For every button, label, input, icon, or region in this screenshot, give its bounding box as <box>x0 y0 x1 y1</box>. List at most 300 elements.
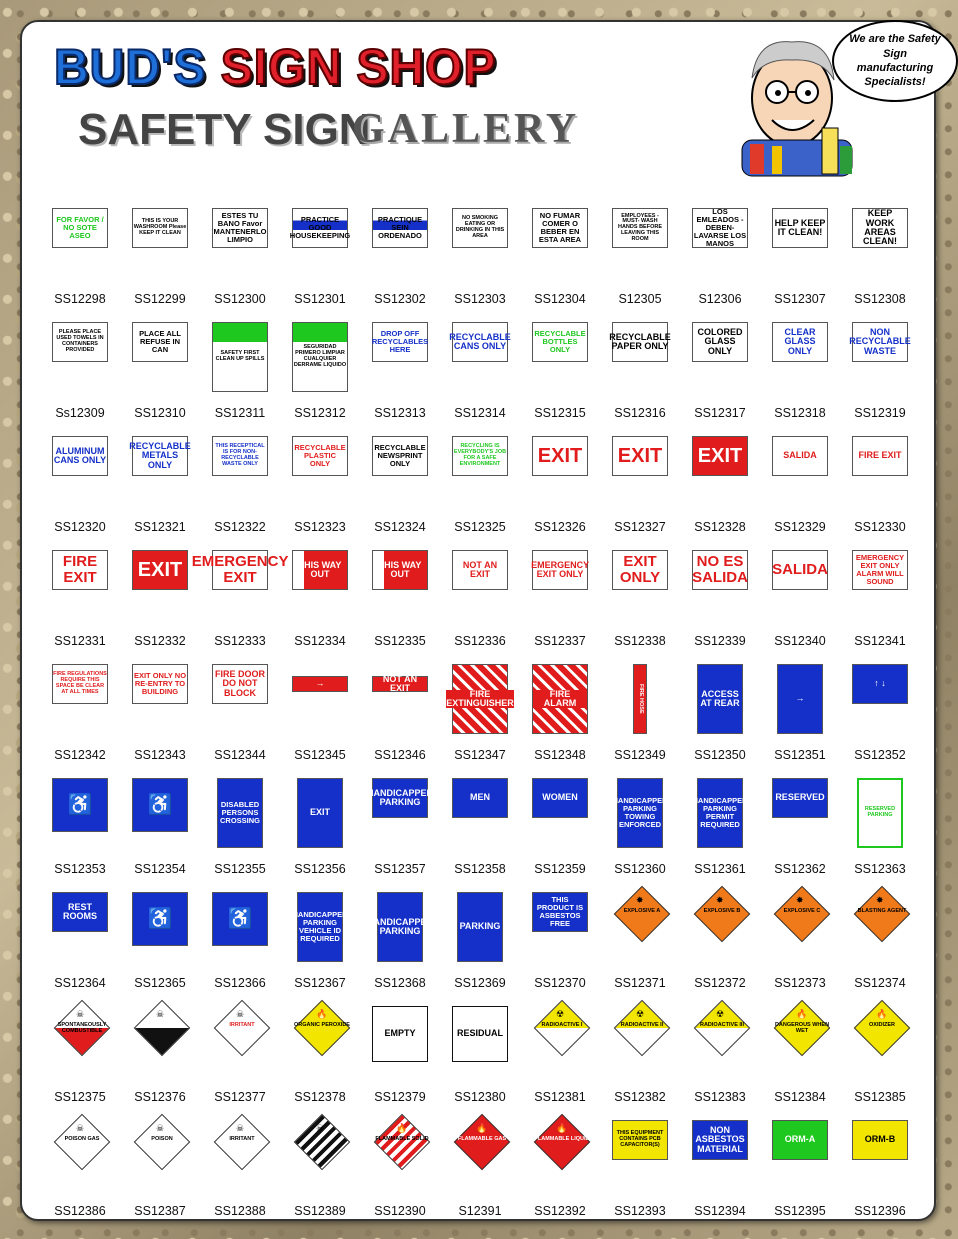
sign-code-label[interactable]: SS12365 <box>134 976 186 990</box>
hazmat-placard[interactable] <box>134 1000 190 1056</box>
sign-image[interactable] <box>452 778 508 818</box>
sign-code-label[interactable]: SS12319 <box>854 406 906 420</box>
sign-image[interactable] <box>289 208 351 248</box>
sign-image[interactable] <box>457 892 503 962</box>
sign-code-label[interactable]: SS12336 <box>454 634 506 648</box>
sign-thumbnail[interactable] <box>610 436 690 550</box>
sign-thumbnail[interactable] <box>690 208 770 322</box>
sign-thumbnail[interactable] <box>610 892 690 1006</box>
sign-image[interactable] <box>852 436 908 476</box>
sign-thumbnail[interactable] <box>50 1006 130 1120</box>
sign-image[interactable] <box>367 892 434 962</box>
sign-code-label[interactable]: SS12367 <box>294 976 346 990</box>
sign-code-label[interactable]: SS12338 <box>614 634 666 648</box>
sign-code-label[interactable]: SS12381 <box>534 1090 586 1104</box>
sign-thumbnail[interactable] <box>690 322 770 436</box>
sign-thumbnail[interactable] <box>50 436 130 550</box>
sign-image[interactable] <box>52 892 108 932</box>
sign-thumbnail[interactable] <box>450 892 530 1006</box>
sign-image[interactable] <box>532 208 588 248</box>
sign-code-label[interactable]: SS12353 <box>54 862 106 876</box>
sign-code-label[interactable]: SS12364 <box>54 976 106 990</box>
sign-image[interactable] <box>367 778 434 818</box>
sign-thumbnail[interactable] <box>130 208 210 322</box>
sign-thumbnail[interactable] <box>850 322 930 436</box>
sign-code-label[interactable]: SS12362 <box>774 862 826 876</box>
sign-code-label[interactable]: SS12301 <box>294 292 346 306</box>
sign-image[interactable] <box>452 550 508 590</box>
sign-thumbnail[interactable] <box>770 892 850 1006</box>
hazmat-placard[interactable] <box>294 1114 350 1170</box>
sign-thumbnail[interactable] <box>850 1120 930 1234</box>
sign-image[interactable] <box>692 436 748 476</box>
sign-code-label[interactable]: SS12310 <box>134 406 186 420</box>
sign-thumbnail[interactable] <box>850 778 930 892</box>
hazmat-placard[interactable] <box>614 886 670 942</box>
sign-code-label[interactable]: SS12354 <box>134 862 186 876</box>
sign-code-label[interactable]: SS12341 <box>854 634 906 648</box>
hazmat-placard[interactable] <box>774 1000 830 1056</box>
sign-image[interactable] <box>372 322 428 362</box>
sign-thumbnail[interactable] <box>290 664 370 778</box>
sign-image[interactable] <box>52 436 108 476</box>
sign-code-label[interactable]: SS12373 <box>774 976 826 990</box>
sign-image[interactable] <box>449 322 511 362</box>
sign-thumbnail[interactable] <box>690 892 770 1006</box>
sign-code-label[interactable]: S12391 <box>458 1204 502 1218</box>
sign-image[interactable] <box>212 208 268 248</box>
sign-thumbnail[interactable] <box>850 436 930 550</box>
sign-thumbnail[interactable] <box>610 322 690 436</box>
sign-code-label[interactable]: SS12308 <box>854 292 906 306</box>
sign-thumbnail[interactable] <box>770 550 850 664</box>
sign-image[interactable] <box>852 1120 908 1160</box>
sign-thumbnail[interactable] <box>450 208 530 322</box>
sign-code-label[interactable]: SS12347 <box>454 748 506 762</box>
sign-thumbnail[interactable] <box>530 892 610 1006</box>
sign-thumbnail[interactable] <box>130 322 210 436</box>
sign-image[interactable] <box>292 892 348 962</box>
sign-thumbnail[interactable] <box>850 892 930 1006</box>
sign-thumbnail[interactable] <box>610 778 690 892</box>
sign-thumbnail[interactable] <box>690 1006 770 1120</box>
sign-code-label[interactable]: SS12298 <box>54 292 106 306</box>
sign-thumbnail[interactable] <box>770 778 850 892</box>
sign-code-label[interactable]: SS12343 <box>134 748 186 762</box>
hazard-symbol-icon: 🔥 <box>316 1009 328 1019</box>
sign-thumbnail[interactable] <box>690 436 770 550</box>
sign-thumbnail[interactable] <box>130 436 210 550</box>
sign-thumbnail[interactable] <box>210 778 290 892</box>
sign-code-label[interactable]: SS12369 <box>454 976 506 990</box>
sign-image[interactable] <box>372 208 428 248</box>
sign-image[interactable] <box>372 436 428 476</box>
hazmat-placard[interactable] <box>854 1000 910 1056</box>
sign-code-label[interactable]: SS12394 <box>694 1204 746 1218</box>
sign-code-label[interactable]: SS12324 <box>374 520 426 534</box>
sign-code-label[interactable]: SS12371 <box>614 976 666 990</box>
hazmat-placard[interactable] <box>54 1114 110 1170</box>
hazmat-placard[interactable] <box>534 1114 590 1170</box>
sign-thumbnail[interactable] <box>370 436 450 550</box>
sign-code-label[interactable]: SS12359 <box>534 862 586 876</box>
shop-logo[interactable] <box>54 39 497 96</box>
sign-image[interactable] <box>692 208 748 248</box>
sign-thumbnail[interactable] <box>770 322 850 436</box>
sign-code-label[interactable]: SS12317 <box>694 406 746 420</box>
sign-thumbnail[interactable] <box>210 1006 290 1120</box>
sign-image[interactable] <box>532 322 588 362</box>
sign-code-label[interactable]: SS12328 <box>694 520 746 534</box>
sign-thumbnail[interactable] <box>370 1006 450 1120</box>
sign-code-label[interactable]: SS12383 <box>694 1090 746 1104</box>
sign-code-label[interactable]: SS12333 <box>214 634 266 648</box>
sign-image[interactable] <box>217 778 263 848</box>
sign-thumbnail[interactable] <box>290 1120 370 1234</box>
sign-code-label[interactable]: SS12368 <box>374 976 426 990</box>
hazmat-placard[interactable] <box>614 1000 670 1056</box>
hazmat-placard[interactable] <box>214 1000 270 1056</box>
sign-thumbnail[interactable] <box>210 1120 290 1234</box>
sign-thumbnail[interactable] <box>450 1006 530 1120</box>
sign-thumbnail[interactable] <box>210 892 290 1006</box>
sign-image[interactable] <box>772 550 828 590</box>
hazmat-placard[interactable] <box>294 1000 350 1056</box>
sign-image[interactable] <box>212 436 268 476</box>
sign-code-label[interactable]: SS12377 <box>214 1090 266 1104</box>
sign-thumbnail[interactable] <box>530 550 610 664</box>
sign-image[interactable] <box>446 664 514 734</box>
hazmat-placard[interactable] <box>694 886 750 942</box>
sign-thumbnail[interactable] <box>770 1120 850 1234</box>
sign-code-label[interactable]: SS12314 <box>454 406 506 420</box>
sign-code-label[interactable]: SS12337 <box>534 634 586 648</box>
sign-thumbnail[interactable] <box>690 550 770 664</box>
sign-image[interactable] <box>52 778 108 832</box>
sign-thumbnail[interactable] <box>370 1120 450 1234</box>
sign-image[interactable] <box>857 778 903 848</box>
sign-code-label[interactable]: SS12389 <box>294 1204 346 1218</box>
sign-code-label[interactable]: SS12332 <box>134 634 186 648</box>
sign-code-label[interactable]: SS12307 <box>774 292 826 306</box>
sign-image[interactable] <box>772 778 828 818</box>
sign-thumbnail[interactable] <box>367 778 450 892</box>
sign-image[interactable] <box>609 322 671 362</box>
sign-image[interactable] <box>772 1120 828 1160</box>
sign-image[interactable] <box>372 1006 428 1062</box>
sign-thumbnail[interactable] <box>770 436 850 550</box>
sign-thumbnail[interactable] <box>450 436 530 550</box>
sign-image[interactable] <box>532 778 588 818</box>
sign-text: EXIT <box>537 444 583 467</box>
sign-code-label[interactable]: SS12300 <box>214 292 266 306</box>
sign-code-label[interactable]: SS12339 <box>694 634 746 648</box>
sign-image[interactable] <box>52 664 108 704</box>
sign-thumbnail[interactable] <box>850 550 930 664</box>
sign-thumbnail[interactable] <box>450 550 530 664</box>
hazmat-placard[interactable] <box>854 886 910 942</box>
sign-code-label[interactable]: SS12303 <box>454 292 506 306</box>
sign-thumbnail[interactable] <box>130 1120 210 1234</box>
sign-image[interactable] <box>292 550 348 590</box>
sign-thumbnail[interactable] <box>530 664 610 778</box>
sign-code-label[interactable]: S12306 <box>698 292 742 306</box>
sign-image[interactable] <box>129 436 191 476</box>
sign-thumbnail[interactable] <box>610 208 690 322</box>
sign-thumbnail[interactable] <box>370 550 450 664</box>
sign-code-label[interactable]: SS12313 <box>374 406 426 420</box>
sign-code-label[interactable]: SS12331 <box>54 634 106 648</box>
sign-code-label[interactable]: SS12312 <box>294 406 346 420</box>
sign-image[interactable] <box>849 322 911 362</box>
sign-thumbnail[interactable] <box>290 892 370 1006</box>
sign-code-label[interactable]: SS12350 <box>694 748 746 762</box>
sign-thumbnail[interactable] <box>610 1120 690 1234</box>
sign-image[interactable] <box>132 322 188 362</box>
sign-code-label[interactable]: Ss12309 <box>55 406 105 420</box>
sign-image[interactable] <box>612 550 668 590</box>
sign-thumbnail[interactable] <box>50 1120 130 1234</box>
sign-thumbnail[interactable] <box>610 664 690 778</box>
sign-code-label[interactable]: SS12334 <box>294 634 346 648</box>
sign-image[interactable] <box>852 664 908 704</box>
sign-image[interactable] <box>292 436 348 476</box>
sign-thumbnail[interactable] <box>370 322 450 436</box>
sign-thumbnail[interactable] <box>290 208 370 322</box>
sign-image[interactable] <box>692 1120 748 1160</box>
sign-code-label[interactable]: SS12318 <box>774 406 826 420</box>
sign-code-label[interactable]: SS12323 <box>294 520 346 534</box>
sign-image[interactable] <box>452 1006 508 1062</box>
sign-image[interactable] <box>697 664 743 734</box>
sign-code-label[interactable]: SS12356 <box>294 862 346 876</box>
sign-thumbnail[interactable] <box>191 550 290 664</box>
sign-thumbnail[interactable] <box>50 208 130 322</box>
sign-thumbnail[interactable] <box>290 550 370 664</box>
sign-code-label[interactable]: SS12393 <box>614 1204 666 1218</box>
sign-image[interactable] <box>52 322 108 362</box>
sign-thumbnail[interactable] <box>290 436 370 550</box>
sign-image[interactable] <box>777 664 823 734</box>
sign-code-label[interactable]: SS12396 <box>854 1204 906 1218</box>
sign-image[interactable] <box>132 664 188 704</box>
sign-thumbnail[interactable] <box>370 664 450 778</box>
sign-code-label[interactable]: SS12375 <box>54 1090 106 1104</box>
sign-image[interactable] <box>772 208 828 248</box>
sign-code-label[interactable]: SS12342 <box>54 748 106 762</box>
sign-thumbnail[interactable] <box>290 322 370 436</box>
hazmat-placard[interactable] <box>534 1000 590 1056</box>
sign-thumbnail[interactable] <box>450 778 530 892</box>
sign-code-label[interactable]: S12305 <box>618 292 662 306</box>
sign-code-label[interactable]: SS12329 <box>774 520 826 534</box>
sign-code-label[interactable]: SS12384 <box>774 1090 826 1104</box>
sign-code-label[interactable]: SS12352 <box>854 748 906 762</box>
sign-code-label[interactable]: SS12374 <box>854 976 906 990</box>
sign-image[interactable] <box>372 550 428 590</box>
sign-image[interactable] <box>297 778 343 848</box>
sign-thumbnail[interactable] <box>50 550 130 664</box>
sign-thumbnail[interactable] <box>770 208 850 322</box>
hazmat-placard[interactable] <box>374 1114 430 1170</box>
hazmat-placard[interactable] <box>694 1000 750 1056</box>
sign-thumbnail[interactable] <box>530 1006 610 1120</box>
sign-image[interactable] <box>292 676 348 692</box>
sign-thumbnail[interactable] <box>770 1006 850 1120</box>
hazmat-placard[interactable] <box>774 886 830 942</box>
sign-image[interactable] <box>692 322 748 362</box>
sign-thumbnail[interactable] <box>530 778 610 892</box>
sign-code-label[interactable]: SS12376 <box>134 1090 186 1104</box>
sign-image[interactable] <box>212 664 268 704</box>
hazmat-placard[interactable] <box>134 1114 190 1170</box>
sign-code-label[interactable]: SS12327 <box>614 520 666 534</box>
sign-thumbnail[interactable] <box>690 664 770 778</box>
sign-image[interactable] <box>532 892 588 932</box>
sign-image[interactable] <box>191 550 289 590</box>
sign-code-label[interactable]: SS12299 <box>134 292 186 306</box>
sign-code-label[interactable]: SS12321 <box>134 520 186 534</box>
sign-image[interactable] <box>612 436 668 476</box>
sign-image[interactable] <box>532 550 588 590</box>
hazmat-placard[interactable] <box>54 1000 110 1056</box>
sign-code-label[interactable]: SS12358 <box>454 862 506 876</box>
sign-image[interactable] <box>532 436 588 476</box>
sign-image[interactable] <box>212 322 268 392</box>
sign-code-label[interactable]: SS12385 <box>854 1090 906 1104</box>
sign-code-label[interactable]: SS12355 <box>214 862 266 876</box>
sign-thumbnail[interactable] <box>210 664 290 778</box>
sign-code-label[interactable]: SS12315 <box>534 406 586 420</box>
sign-code-label[interactable]: SS12349 <box>614 748 666 762</box>
sign-thumbnail[interactable] <box>290 778 370 892</box>
sign-code-label[interactable]: SS12302 <box>374 292 426 306</box>
sign-thumbnail[interactable] <box>210 322 290 436</box>
sign-thumbnail[interactable] <box>210 436 290 550</box>
sign-code-label[interactable]: SS12325 <box>454 520 506 534</box>
sign-thumbnail[interactable] <box>850 1006 930 1120</box>
sign-thumbnail[interactable] <box>610 1006 690 1120</box>
sign-code-label[interactable]: SS12387 <box>134 1204 186 1218</box>
sign-code-label[interactable]: SS12382 <box>614 1090 666 1104</box>
sign-code-label[interactable]: SS12311 <box>214 406 266 420</box>
sign-image[interactable] <box>852 208 908 248</box>
sign-image[interactable] <box>692 778 748 848</box>
sign-image[interactable] <box>452 208 508 248</box>
sign-image[interactable] <box>612 778 668 848</box>
sign-image[interactable] <box>692 550 748 590</box>
sign-text: CLEAR GLASS ONLY <box>784 326 816 356</box>
sign-image[interactable] <box>372 673 428 693</box>
sign-thumbnail[interactable] <box>370 208 450 322</box>
sign-thumbnail[interactable] <box>450 1120 530 1234</box>
sign-thumbnail[interactable] <box>690 1120 770 1234</box>
sign-image[interactable] <box>612 208 668 248</box>
sign-image[interactable] <box>292 322 348 392</box>
sign-thumbnail[interactable] <box>530 436 610 550</box>
sign-thumbnail[interactable] <box>50 778 130 892</box>
hazmat-placard[interactable] <box>454 1114 510 1170</box>
sign-image[interactable] <box>132 892 188 946</box>
sign-code-label[interactable]: SS12322 <box>214 520 266 534</box>
sign-image[interactable] <box>52 550 108 590</box>
sign-code-label[interactable]: SS12330 <box>854 520 906 534</box>
sign-code-label[interactable]: SS12304 <box>534 292 586 306</box>
sign-thumbnail[interactable] <box>610 550 690 664</box>
sign-thumbnail[interactable] <box>530 1120 610 1234</box>
sign-thumbnail[interactable] <box>850 208 930 322</box>
sign-thumbnail[interactable] <box>130 778 210 892</box>
sign-code-label[interactable]: SS12344 <box>214 748 266 762</box>
sign-code-label[interactable]: SS12335 <box>374 634 426 648</box>
sign-thumbnail[interactable] <box>450 322 530 436</box>
sign-thumbnail[interactable] <box>50 322 130 436</box>
sign-code-label[interactable]: SS12379 <box>374 1090 426 1104</box>
sign-image[interactable] <box>132 778 188 832</box>
sign-thumbnail[interactable] <box>50 892 130 1006</box>
hazmat-placard[interactable] <box>214 1114 270 1170</box>
sign-code-label[interactable]: SS12326 <box>534 520 586 534</box>
sign-code-label[interactable]: SS12370 <box>534 976 586 990</box>
sign-image[interactable] <box>612 1120 668 1160</box>
sign-thumbnail[interactable] <box>770 664 850 778</box>
sign-image[interactable] <box>452 436 508 476</box>
sign-code-label[interactable]: SS12372 <box>694 976 746 990</box>
sign-thumbnail[interactable] <box>130 1006 210 1120</box>
sign-image[interactable] <box>772 436 828 476</box>
sign-thumbnail[interactable] <box>690 778 770 892</box>
sign-code-label[interactable]: SS12388 <box>214 1204 266 1218</box>
sign-code-label[interactable]: SS12378 <box>294 1090 346 1104</box>
sign-thumbnail[interactable] <box>850 664 930 778</box>
sign-code-label[interactable]: SS12346 <box>374 748 426 762</box>
sign-code-label[interactable]: SS12360 <box>614 862 666 876</box>
sign-code-label[interactable]: SS12348 <box>534 748 586 762</box>
sign-thumbnail[interactable] <box>530 208 610 322</box>
sign-code-label[interactable]: SS12351 <box>774 748 826 762</box>
sign-code-label[interactable]: SS12386 <box>54 1204 106 1218</box>
sign-thumbnail[interactable] <box>130 664 210 778</box>
sign-image[interactable] <box>532 664 588 734</box>
sign-thumbnail[interactable] <box>130 892 210 1006</box>
sign-image[interactable] <box>633 664 647 734</box>
sign-code-label[interactable]: SS12345 <box>294 748 346 762</box>
sign-code-label[interactable]: SS12357 <box>374 862 426 876</box>
sign-thumbnail[interactable] <box>530 322 610 436</box>
sign-image[interactable] <box>132 550 188 590</box>
sign-code-label[interactable]: SS12392 <box>534 1204 586 1218</box>
sign-image[interactable] <box>852 550 908 590</box>
sign-code-label[interactable]: SS12390 <box>374 1204 426 1218</box>
sign-thumbnail[interactable] <box>367 892 450 1006</box>
sign-code-label[interactable]: SS12320 <box>54 520 106 534</box>
sign-thumbnail[interactable] <box>290 1006 370 1120</box>
sign-code-label[interactable]: SS12363 <box>854 862 906 876</box>
sign-code-label[interactable]: SS12340 <box>774 634 826 648</box>
sign-thumbnail[interactable] <box>210 208 290 322</box>
sign-code-label[interactable]: SS12395 <box>774 1204 826 1218</box>
sign-code-label[interactable]: SS12361 <box>694 862 746 876</box>
sign-code-label[interactable]: SS12366 <box>214 976 266 990</box>
sign-image[interactable] <box>132 208 188 248</box>
sign-thumbnail[interactable] <box>50 664 130 778</box>
sign-thumbnail[interactable] <box>446 664 530 778</box>
sign-image[interactable] <box>212 892 268 946</box>
sign-code-label[interactable]: SS12316 <box>614 406 666 420</box>
sign-code-label[interactable]: SS12380 <box>454 1090 506 1104</box>
sign-image[interactable] <box>772 322 828 362</box>
sign-image[interactable] <box>52 208 108 248</box>
